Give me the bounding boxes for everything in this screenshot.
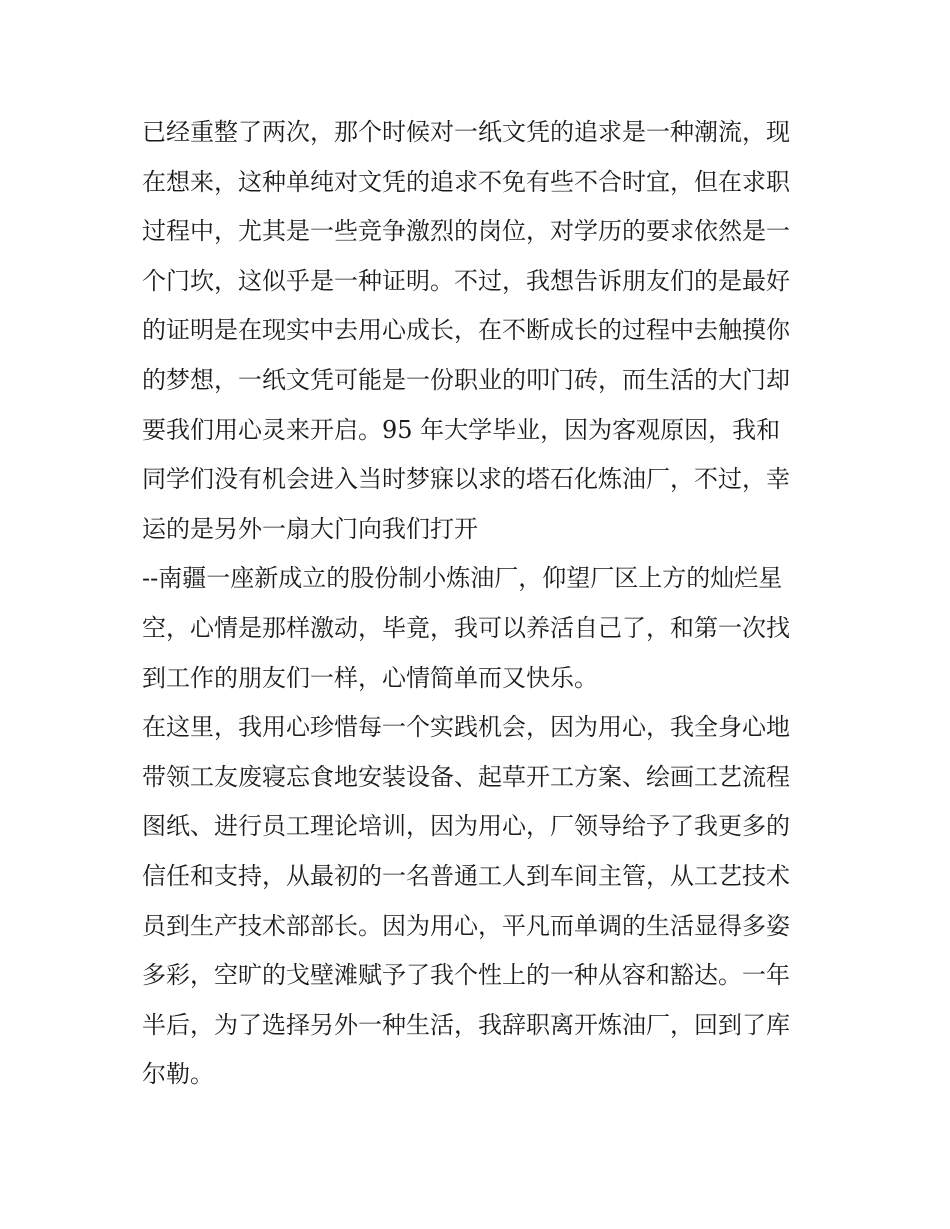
text-line: 带领工友废寝忘食地安装设备、起草开工方案、绘画工艺流程 bbox=[142, 762, 790, 791]
text-line: --南疆一座新成立的股份制小炼油厂，仰望厂区上方的灿烂星 bbox=[142, 564, 783, 593]
text-line: 运的是另外一扇大门向我们打开 bbox=[142, 514, 478, 543]
text-line: 多彩，空旷的戈壁滩赋予了我个性上的一种从容和豁达。一年 bbox=[142, 961, 790, 990]
text-line: 信任和支持，从最初的一名普通工人到车间主管，从工艺技术 bbox=[142, 861, 790, 890]
text-line: 到工作的朋友们一样，心情简单而又快乐。 bbox=[142, 663, 598, 692]
text-line: 员到生产技术部部长。因为用心，平凡而单调的生活显得多姿 bbox=[142, 911, 790, 940]
text-line: 在这里，我用心珍惜每一个实践机会，因为用心，我全身心地 bbox=[142, 713, 790, 742]
text-line: 图纸、进行员工理论培训，因为用心，厂领导给予了我更多的 bbox=[142, 812, 790, 841]
text-line: 过程中，尤其是一些竞争激烈的岗位，对学历的要求依然是一 bbox=[142, 217, 790, 246]
text-line: 尔勒。 bbox=[142, 1060, 214, 1089]
text-line: 半后，为了选择另外一种生活，我辞职离开炼油厂，回到了库 bbox=[142, 1010, 790, 1039]
text-line: 空，心情是那样激动，毕竟，我可以养活自己了，和第一次找 bbox=[142, 613, 790, 642]
text-line: 要我们用心灵来开启。95 年大学毕业，因为客观原因，我和 bbox=[142, 415, 781, 444]
text-line: 个门坎，这似乎是一种证明。不过，我想告诉朋友们的是最好 bbox=[142, 266, 790, 295]
text-line: 的梦想，一纸文凭可能是一份职业的叩门砖，而生活的大门却 bbox=[142, 365, 790, 394]
body-text bbox=[142, 108, 822, 1100]
text-line: 的证明是在现实中去用心成长，在不断成长的过程中去触摸你 bbox=[142, 316, 790, 345]
text-line: 同学们没有机会进入当时梦寐以求的塔石化炼油厂，不过，幸 bbox=[142, 465, 790, 494]
text-line: 已经重整了两次，那个时候对一纸文凭的追求是一种潮流，现 bbox=[142, 118, 790, 146]
text-line: 在想来，这种单纯对文凭的追求不免有些不合时宜，但在求职 bbox=[142, 167, 790, 196]
